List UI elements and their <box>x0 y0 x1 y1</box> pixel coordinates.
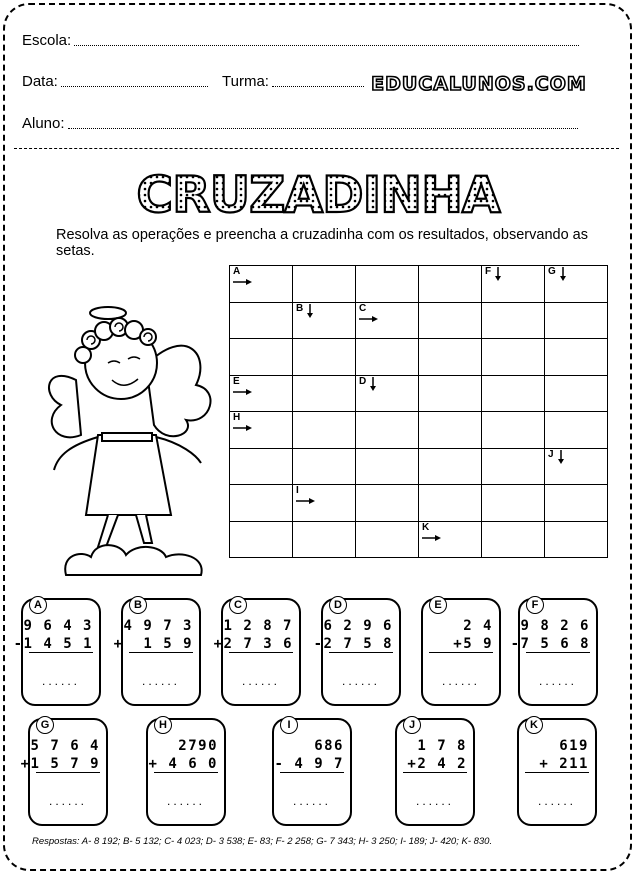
operand-bottom: -2 7 5 8 <box>313 636 393 652</box>
clue-label: H <box>233 412 241 423</box>
operation-card-k <box>517 718 597 826</box>
header-separator <box>14 148 619 149</box>
data-label: Data: <box>22 73 58 90</box>
grid-cell[interactable] <box>481 302 545 340</box>
grid-cell[interactable] <box>418 302 482 340</box>
clue-label: D <box>359 375 367 387</box>
grid-cell[interactable] <box>544 338 608 376</box>
answer-blank[interactable]: ...... <box>441 674 480 688</box>
operand-bottom: + 1 5 9 <box>113 636 193 652</box>
answer-blank[interactable]: ...... <box>48 794 87 808</box>
brand-logo <box>372 68 586 98</box>
turma-line[interactable] <box>272 85 364 87</box>
operand-bottom: - 4 9 7 <box>274 756 344 772</box>
grid-cell[interactable] <box>355 265 419 303</box>
operation-line <box>229 652 293 653</box>
arrow-down-icon <box>305 303 315 319</box>
grid-cell[interactable] <box>544 302 608 340</box>
title-logo <box>136 162 500 224</box>
operation-line <box>129 652 193 653</box>
grid-cell[interactable] <box>292 338 356 376</box>
clue-label: A <box>233 266 241 277</box>
operation-card-e <box>421 598 501 706</box>
clue-marker-c <box>359 303 379 324</box>
operation-card-d <box>313 598 401 706</box>
answer-blank[interactable]: ...... <box>241 674 280 688</box>
operation-card-c <box>213 598 301 706</box>
arrow-down-icon <box>556 449 566 465</box>
operation-line <box>429 652 493 653</box>
operand-top: 686 <box>314 738 344 754</box>
operand-top: 1 7 8 <box>417 738 467 754</box>
operation-label: K <box>525 716 543 734</box>
clue-label: I <box>296 485 299 496</box>
clue-label: F <box>485 266 492 277</box>
grid-cell[interactable] <box>292 375 356 413</box>
operand-top: 1 2 8 7 <box>223 618 293 634</box>
operand-bottom: -7 5 6 8 <box>510 636 590 652</box>
clue-label: G <box>548 266 556 277</box>
clue-marker-j <box>548 449 566 465</box>
answer-blank[interactable]: ...... <box>141 674 180 688</box>
answer-blank[interactable]: ...... <box>341 674 380 688</box>
grid-cell[interactable] <box>355 411 419 449</box>
grid-cell[interactable] <box>418 448 482 486</box>
operation-card-a <box>13 598 101 706</box>
grid-cell[interactable] <box>418 338 482 376</box>
operation-line <box>154 772 218 773</box>
operation-label: I <box>280 716 298 734</box>
instructions: Resolva as operações e preencha a cruzadinha com os resultados, observando as setas. <box>56 227 588 259</box>
operation-label: J <box>403 716 421 734</box>
grid-cell[interactable] <box>292 521 356 559</box>
operand-bottom: +1 5 7 9 <box>20 756 100 772</box>
grid-cell[interactable] <box>481 484 545 522</box>
operation-line <box>329 652 393 653</box>
aluno-label: Aluno: <box>22 115 65 132</box>
grid-cell[interactable] <box>544 411 608 449</box>
grid-cell[interactable] <box>418 411 482 449</box>
clue-marker-a <box>233 266 253 287</box>
grid-cell[interactable] <box>292 265 356 303</box>
aluno-field[interactable] <box>22 115 578 132</box>
operation-label: D <box>329 596 347 614</box>
operand-bottom: +5 9 <box>453 636 493 652</box>
grid-cell[interactable] <box>481 448 545 486</box>
arrow-right-icon <box>359 314 379 324</box>
data-line[interactable] <box>61 85 208 87</box>
grid-cell[interactable] <box>355 338 419 376</box>
crossword-grid <box>229 265 607 557</box>
operation-line <box>526 652 590 653</box>
operation-label: G <box>36 716 54 734</box>
operand-top: 2790 <box>178 738 218 754</box>
escola-label: Escola: <box>22 32 72 49</box>
grid-cell[interactable] <box>418 375 482 413</box>
operand-top: 6 2 9 6 <box>323 618 393 634</box>
operation-line <box>36 772 100 773</box>
grid-cell[interactable] <box>292 448 356 486</box>
operand-top: 9 8 2 6 <box>520 618 590 634</box>
arrow-down-icon <box>368 376 378 392</box>
operand-bottom: +2 7 3 6 <box>213 636 293 652</box>
angel-illustration <box>36 285 264 575</box>
operation-label: E <box>429 596 447 614</box>
operation-label: A <box>29 596 47 614</box>
grid-cell[interactable] <box>355 521 419 559</box>
clue-label: K <box>422 521 430 533</box>
grid-cell[interactable] <box>544 375 608 413</box>
clue-marker-g <box>548 266 568 282</box>
clue-label: C <box>359 302 367 314</box>
title-text: CRUZADINHA <box>136 166 500 224</box>
operation-card-b <box>113 598 201 706</box>
clue-marker-b <box>296 303 315 319</box>
operation-line <box>29 652 93 653</box>
answer-blank[interactable]: ...... <box>41 674 80 688</box>
operand-bottom: + 211 <box>539 756 589 772</box>
arrow-right-icon <box>296 496 316 506</box>
clue-marker-k <box>422 522 442 543</box>
arrow-down-icon <box>558 266 568 282</box>
operation-card-j <box>395 718 475 826</box>
data-field[interactable] <box>22 73 208 90</box>
operand-bottom: +2 4 2 <box>407 756 467 772</box>
operation-card-h <box>146 718 226 826</box>
clue-label: B <box>296 302 304 314</box>
grid-cell[interactable] <box>481 375 545 413</box>
aluno-line[interactable] <box>68 127 578 129</box>
operation-line <box>525 772 589 773</box>
turma-label: Turma: <box>222 73 269 90</box>
operand-top: 4 9 7 3 <box>123 618 193 634</box>
grid-cell[interactable] <box>481 411 545 449</box>
escola-line[interactable] <box>74 44 579 46</box>
answer-blank[interactable]: ...... <box>537 794 576 808</box>
grid-cell[interactable] <box>355 484 419 522</box>
clue-marker-f <box>485 266 503 282</box>
operand-top: 5 7 6 4 <box>30 738 100 754</box>
grid-cell[interactable] <box>418 484 482 522</box>
grid-cell[interactable] <box>481 521 545 559</box>
grid-cell[interactable] <box>418 265 482 303</box>
operation-label: B <box>129 596 147 614</box>
clue-label: J <box>548 448 554 460</box>
arrow-down-icon <box>493 266 503 282</box>
operation-label: F <box>526 596 544 614</box>
arrow-right-icon <box>422 533 442 543</box>
operation-card-g <box>20 718 108 826</box>
brand-text: EDUCALUNOS.COM <box>371 73 587 95</box>
escola-field[interactable] <box>22 32 579 49</box>
answer-blank[interactable]: ...... <box>415 794 454 808</box>
operation-card-f <box>510 598 598 706</box>
grid-cell[interactable] <box>355 448 419 486</box>
clue-marker-i <box>296 485 316 506</box>
operation-card-i <box>272 718 352 826</box>
answers-line: Respostas: A- 8 192; B- 5 132; C- 4 023; D- 3 538; E- 83; F- 2 258; G- 7 343; H- 3 250; I- 189; J- 420; K- 830. <box>32 836 493 847</box>
operand-bottom: + 4 6 0 <box>148 756 218 772</box>
grid-cell[interactable] <box>292 411 356 449</box>
operand-top: 2 4 <box>463 618 493 634</box>
grid-cell[interactable] <box>481 338 545 376</box>
turma-field[interactable] <box>222 73 364 90</box>
operand-top: 9 6 4 3 <box>23 618 93 634</box>
operand-bottom: -1 4 5 1 <box>13 636 93 652</box>
operation-line <box>403 772 467 773</box>
operation-line <box>280 772 344 773</box>
operation-label: H <box>154 716 172 734</box>
operand-top: 619 <box>559 738 589 754</box>
clue-label: E <box>233 375 240 387</box>
grid-cell[interactable] <box>544 484 608 522</box>
answer-blank[interactable]: ...... <box>292 794 331 808</box>
grid-cell[interactable] <box>544 521 608 559</box>
answer-blank[interactable]: ...... <box>166 794 205 808</box>
answer-blank[interactable]: ...... <box>538 674 577 688</box>
clue-marker-d <box>359 376 378 392</box>
operation-label: C <box>229 596 247 614</box>
